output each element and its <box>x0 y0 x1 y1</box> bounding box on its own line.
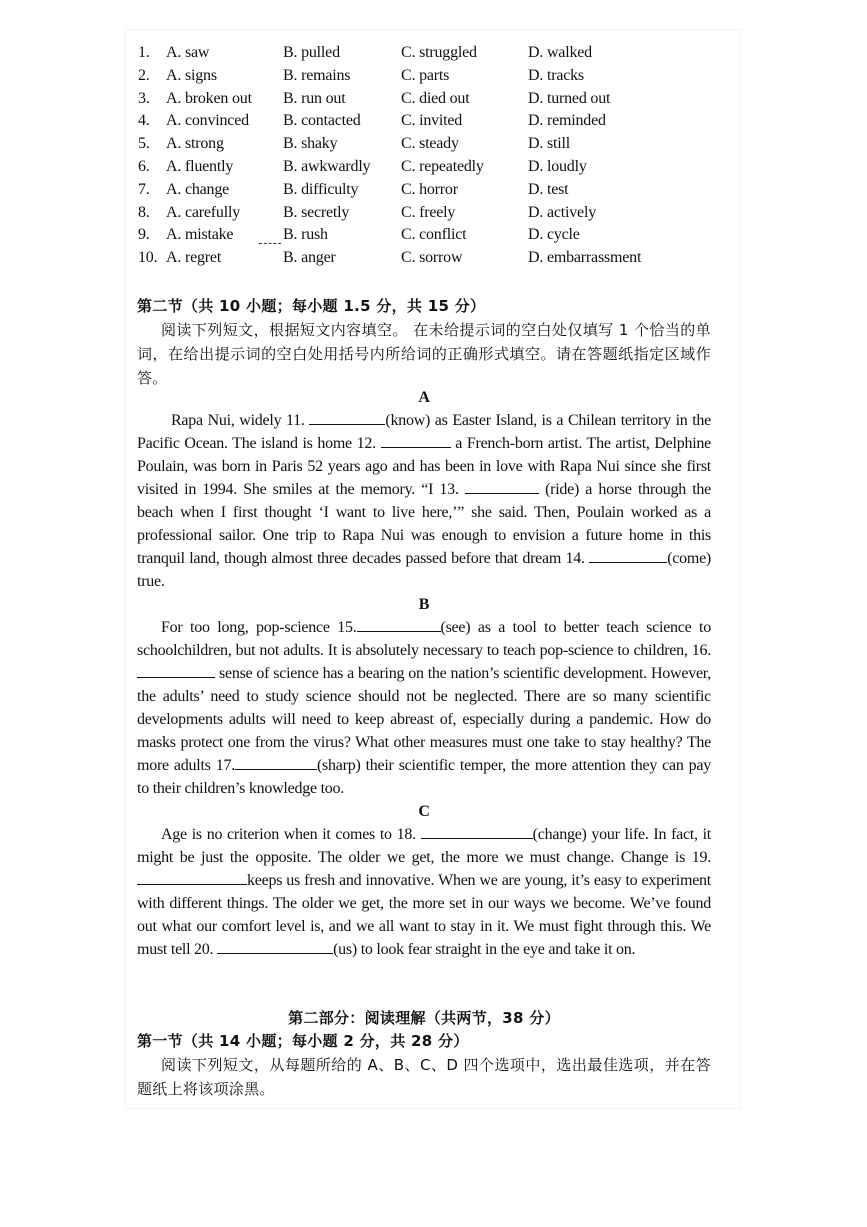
option-row <box>138 65 728 88</box>
question-number: 4. <box>138 112 150 130</box>
question-number: 3. <box>138 89 150 107</box>
option-row <box>138 88 728 111</box>
option-d: D. reminded <box>528 112 606 130</box>
question-number: 6. <box>138 157 150 175</box>
option-row <box>138 224 728 247</box>
option-c: C. steady <box>401 135 459 153</box>
passage-a-label: A <box>418 389 430 406</box>
section2-block <box>137 295 711 390</box>
option-d: D. loudly <box>528 157 587 175</box>
blank-16 <box>137 663 215 678</box>
blank-17 <box>235 755 317 770</box>
question-number: 2. <box>138 66 150 84</box>
blank-13 <box>465 479 539 494</box>
blank-15 <box>357 617 441 632</box>
option-row <box>138 202 728 225</box>
option-a: A. broken out <box>166 89 252 107</box>
option-c: C. died out <box>401 89 470 107</box>
option-c: C. repeatedly <box>401 157 484 175</box>
option-d: D. actively <box>528 203 596 221</box>
blank-19 <box>137 870 247 885</box>
option-b: B. remains <box>283 66 351 84</box>
option-d: D. embarrassment <box>528 249 642 267</box>
options-table <box>138 42 728 270</box>
blank-18 <box>421 824 533 839</box>
option-d: D. tracks <box>528 66 584 84</box>
passage-c <box>137 800 711 961</box>
question-number: 10. <box>138 249 158 267</box>
question-number: 5. <box>138 135 150 153</box>
option-a: A. mistake <box>166 226 234 244</box>
part2-sub: 第一节（共 14 小题；每小题 2 分，共 28 分） <box>137 1032 469 1050</box>
option-b: B. difficulty <box>283 180 359 198</box>
passage-a-text: Rapa Nui, widely 11. (know) as Easter Island, is a Chilean territory in the Pacific Ocean. The island is home 12. a French-born artist. The artist, Delphine Poulain, was born in Paris 52 years ago and has been in love with Rapa Nui since she first visited in 1994. She smiles at the memory. “I 13. (ride) a horse through the beach when I first thought ‘I want to live here,’” she said. Then, Poulain worked as a professional sailor. One trip to Rapa Nui was enough to envision a future home in this tranquil land, though almost three decades passed before that dream 14. (come) true. <box>137 412 712 590</box>
option-row <box>138 179 728 202</box>
option-d: D. cycle <box>528 226 580 244</box>
option-d: D. still <box>528 135 570 153</box>
stray-mark <box>259 243 281 244</box>
option-c: C. invited <box>401 112 463 130</box>
option-b: B. contacted <box>283 112 361 130</box>
question-number: 1. <box>138 44 150 61</box>
passage-b-text: For too long, pop-science 15. (see) as a tool to better teach science to schoolchildren, but not adults. It is absolutely necessary to teach pop-science to children, 16. sense of science has a bearing on the nation’s scientific development. However, the adults’ need to study science should not be neglected. There are so many scientific developments adults will need to keep abreast of, especially during a pandemic. How do masks protect one from the virus? What other measures must one take to stay healthy? The more adults 17. (sharp) their scientific temper, the more attention they can pay to their children’s knowledge too. <box>137 619 712 797</box>
option-row <box>138 247 728 270</box>
option-a: A. carefully <box>166 203 241 221</box>
blank-20 <box>217 939 333 954</box>
option-b: B. shaky <box>283 135 338 153</box>
option-a: A. convinced <box>166 112 249 130</box>
option-b: B. anger <box>283 249 336 267</box>
option-c: C. conflict <box>401 226 467 244</box>
option-d: D. walked <box>528 44 592 61</box>
question-number: 8. <box>138 203 150 221</box>
blank-14 <box>589 548 667 563</box>
option-a: A. change <box>166 180 230 198</box>
option-b: B. awkwardly <box>283 157 371 175</box>
passage-c-label: C <box>418 803 430 820</box>
option-d: D. test <box>528 180 569 198</box>
option-a: A. saw <box>166 44 210 61</box>
option-a: A. strong <box>166 135 224 153</box>
question-number: 9. <box>138 226 150 244</box>
option-b: B. secretly <box>283 203 350 221</box>
option-row <box>138 156 728 179</box>
part2-heading: 第二部分：阅读理解（共两节，38 分） <box>288 1009 560 1027</box>
blank-12 <box>381 433 451 448</box>
option-row <box>138 133 728 156</box>
option-a: A. signs <box>166 66 217 84</box>
option-b: B. run out <box>283 89 346 107</box>
section2-heading: 第二节（共 10 小题；每小题 1.5 分，共 15 分） <box>137 297 486 315</box>
passage-c-text: Age is no criterion when it comes to 18. (change) your life. In fact, it might be just the opposite. The older we get, the more we must change. Change is 19. keeps us fresh and innovative. When we are young, it’s easy to experiment with different things. The older we get, the more set in our ways we become. We’ve found out what our comfort level is, and we all want to stay in it. We must fight through this. We must tell 20. (us) to look fear straight in the eye and take it on. <box>137 826 711 958</box>
option-b: B. rush <box>283 226 328 244</box>
option-a: A. regret <box>166 249 222 267</box>
blank-11 <box>309 410 385 425</box>
question-number: 7. <box>138 180 150 198</box>
option-b: B. pulled <box>283 44 340 61</box>
option-c: C. struggled <box>401 44 477 61</box>
option-row <box>138 110 728 133</box>
option-a: A. fluently <box>166 157 234 175</box>
passage-b <box>137 593 711 800</box>
option-row <box>138 42 728 65</box>
passage-b-label: B <box>418 596 430 613</box>
option-c: C. sorrow <box>401 249 463 267</box>
option-c: C. freely <box>401 203 456 221</box>
passage-a <box>137 386 711 593</box>
option-c: C. parts <box>401 66 450 84</box>
section2-instructions: 阅读下列短文，根据短文内容填空。 在未给提示词的空白处仅填写 1 个恰当的单词，在给出提示词的空白处用括号内所给词的正确形式填空。请在答题纸指定区域作答。 <box>137 321 711 387</box>
option-d: D. turned out <box>528 89 611 107</box>
part2-instructions: 阅读下列短文，从每题所给的 A、B、C、D 四个选项中，选出最佳选项，并在答题纸上将该项涂黑。 <box>137 1056 711 1098</box>
option-c: C. horror <box>401 180 458 198</box>
part2-block <box>137 1007 711 1101</box>
